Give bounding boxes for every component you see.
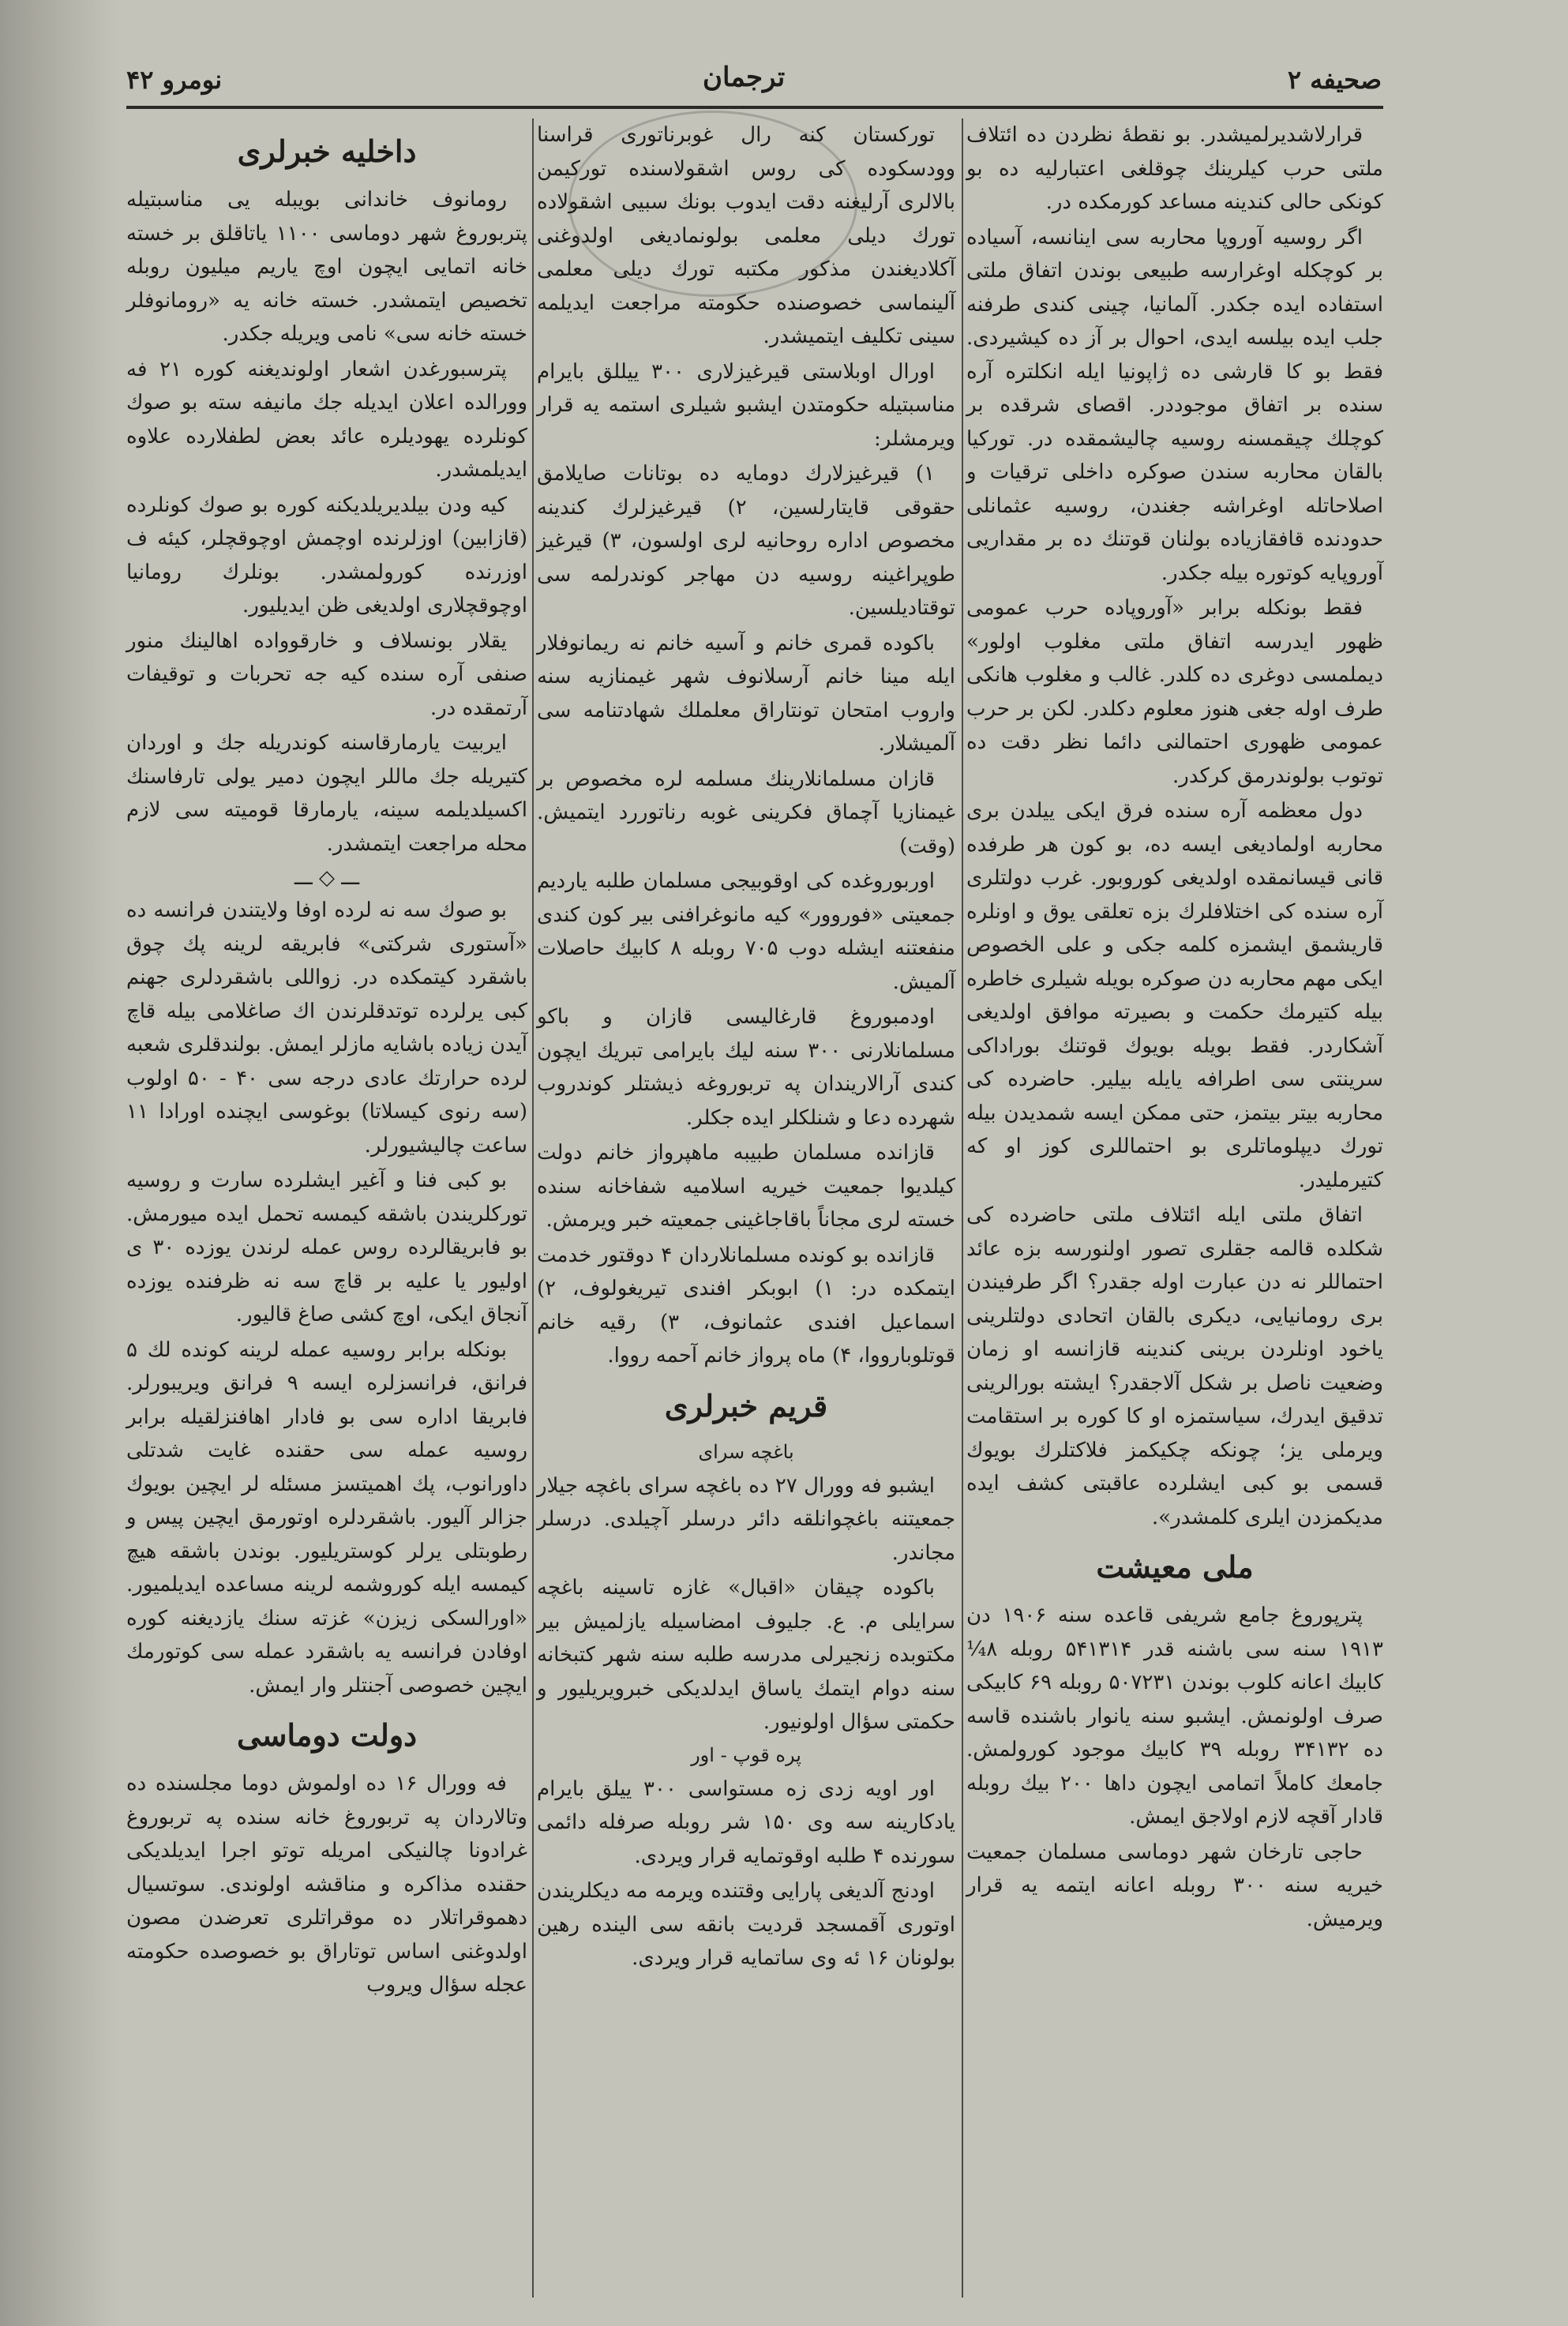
newspaper-title: ترجمان bbox=[703, 62, 786, 93]
column-middle bbox=[537, 118, 955, 2298]
dateline: پره قوپ - اور bbox=[691, 1743, 801, 1766]
news-item: اودنج آلدیغی پارایی وقتنده ویرمه مه دیکلریندن اوتوری آقمسجد قردیت بانقه سی الینده رهین بولونان ۱۶ ئه وی ساتمایه قرار ویردی. bbox=[537, 1879, 955, 1970]
news-item: بو صوك سه نه لرده اوفا ولایتندن فرانسه ده «آستوری شرکتی» فابریقه لرینه پك چوق باشقرد کیتمکده در. زواللی باشقردلری جهنم کبی یرلرده توتدقلرندن اك صاغلامی بیله قاچ آیدن زیاده باشایه مازلر ایمش. بولندقلری شعبه لرده حرارتك عادی درجه سی ۴۰ - ۵۰ اولوب (سه رنوی کیسلاتا) بوغوسی ایچنده اورادا ۱۱ ساعت چالیشیورلر. bbox=[126, 899, 528, 1157]
news-item: بو کبی فنا و آغیر ایشلرده سارت و روسیه تورکلریندن باشقه کیمسه تحمل ایده میورمش. بو فابریقالرده روس عمله لرندن یوزده ۳۰ ی اولیور یا علیه بر قاچ سه نه ظرفنده یوزده آنجاق ایکی، اوچ کشی صاغ قالیور. bbox=[126, 1169, 527, 1326]
article-paragraph: پترپوروغ جامع شریفی قاعده سنه ۱۹۰۶ دن ۱۹۱۳ سنه سی باشنه قدر ۵۴۱۳۱۴ روبله ۸¼ کابیك اعانه کلوب بوندن ۵۰۷۲۳۱ روبله ۶۹ کابیکی صرف اولونمش. ایشبو سنه یانوار باشنده قاسه ده ۳۴۱۳۲ روبله ۳۹ کابیك موجود کورولمش. جامعك کاملاً اتمامی ایچون داها ۲۰۰ بیك روبله قادار آقچه لازم اولاجق ایمش. bbox=[966, 1604, 1383, 1829]
news-item: رومانوف خاندانی بویبله یی مناسبتیله پتربوروغ شهر دوماسی ۱۱۰۰ یاتاقلق بر خسته خانه اتمایی ایچون اوچ یاریم میلیون روبله تخصیص ایتمشدر. خسته خانه یه «رومانوفلر خسته خانه سی» نامی ویریله جکدر. bbox=[126, 188, 527, 346]
news-item: قازانده بو کونده مسلمانلاردان ۴ دوقتور خدمت ایتمکده در: ۱) ابوبکر افندی تیریغولوف، ۲) اسماعیل افندی عثمانوف، ۳) رقیه خانم قوتلوبارووا، ۴) ماه پرواز خانم آحمه رووا. bbox=[537, 1243, 955, 1367]
news-item: باکوده قمری خانم و آسیه خانم نه ریمانوفلار ایله مینا خانم آرسلانوف شهر غیمنازیه سنه واروب امتحان تونتاراق معلملك شهادتنامه سی آلمیشلار. bbox=[537, 631, 955, 756]
section-title-qirim: قریم خبرلری bbox=[664, 1387, 828, 1424]
news-item: اور اویه زدی زه مستواسی ۳۰۰ ییلق بایرام یادکارینه سه وی ۱۵۰ شر روبله صرفله دائمی سورنده ۴ طلبه اوقوتمایه قرار ویردی. bbox=[537, 1776, 955, 1868]
issue-number: نومرو ۴۲ bbox=[126, 65, 223, 95]
news-item: قازانده مسلمان طبیبه ماهپرواز خانم دولت کیلدیوا جمعیت خیریه اسلامیه شفاخانه سنده خسته لری مجاناً باقاجاغینی جمعیته خبر ویرمش. bbox=[537, 1141, 955, 1232]
dateline: باغچه سرای bbox=[698, 1440, 794, 1463]
news-item: فه وورال ۱۶ ده اولموش دوما مجلسنده ده وتالاردان په تربوروغ خانه سنده په تربوروغ غرادونا چالنیکی امریله توتو اجرا ایدیلدیکی حقنده مذاکره و مناقشه اولوندی. سوتسیال دهموقراتلار ده موقراتلری تعرضدن مصون اولدوغنی اساس توتاراق بو خصوصده حکومته عجله سؤال ویروب bbox=[126, 1772, 527, 1997]
news-item: باکوده چیقان «اقبال» غازه تاسینه باغچه سرایلی م. ع. جلیوف امضاسیله یازلمیش بیر مکتوبده زنجیرلی مدرسه طلبه سنه شهر کتبخانه سنه دوام ایتمك یاساق ایدلدیکی خبرویریلیور و حکمتی سؤال اولونیور. bbox=[537, 1576, 955, 1734]
news-item: ۱) قیرغیزلارك دومایه ده بوتانات صایلامق حقوقی قایتارلسین، ۲) قیرغیزلرك کندینه مخصوص اداره روحانیه لری اولسون، ۳) قیرغیز طوپراغینه روسیه دن مهاجر کوندرلمه سی توقتادیلسین. bbox=[537, 462, 956, 620]
scan-edge bbox=[0, 0, 118, 2326]
column-right bbox=[966, 118, 1383, 2298]
header-rule bbox=[126, 106, 1383, 109]
news-item: ایشبو فه وورال ۲۷ ده باغچه سرای باغچه جیلار جمعیتنه باغچوانلقه دائر درسلر آچیلدی. درسلر مجاندر. bbox=[537, 1473, 955, 1565]
article-paragraph: فقط بونکله برابر «آوروپاده حرب عمومی ظهور ایدرسه اتفاق ملتی مغلوب اولور» دیملمسی دوغری ده کلدر. غالب و مغلوب هانکی طرف اوله جغی هنوز معلوم دکلدر. لکن بر حرب عمومی ظهوری احتمالنی دائما نظر دقت ده توتوب بولوندرمق کرکدر. bbox=[966, 596, 1383, 788]
column-left bbox=[126, 118, 527, 2298]
section-title-dawlat-dumasi: دولت دوماسی bbox=[236, 1717, 418, 1753]
column-divider bbox=[532, 118, 534, 2298]
news-item: قازان مسلمانلارینك مسلمه لره مخصوص بر غیمنازیا آچماق فکرینی غوبه رناتوررد ایتمیش. (وقت) bbox=[537, 767, 955, 858]
article-paragraph: حاجی تارخان شهر دوماسی مسلمان جمعیت خیریه سنه ۳۰۰ روبله اعانه ایتمه یه قرار ویرمیش. bbox=[966, 1840, 1383, 1931]
ornament-divider: ـــ ◇ ـــ bbox=[294, 866, 360, 890]
news-item: بونکله برابر روسیه عمله لرینه کونده لك ۵ فرانق، فرانسزلره ایسه ۹ فرانق ویریبورلر. فابریقا اداره سی بو فادار اهافنزلقیله برابر روسیه عمله سی حقنده غایت شدتلی داورانوب، پك اهمیتسز مسئله لر ایچین بویوك جزالر آلیور. باشقردلره اوتورمق ایچین پیس و رطوبتلی یرلر کوستریلیور. بوندن باشقه هیچ کیمسه ایله کوروشمه لرینه مساعده ایدیلمیور. «اورالسکی زیزن» غزته سنك یازدیغنه کوره اوفادن فرانسه یه باشقرد عمله سی کوتورمك ایچین خصوصی آجنتلر وار ایمش. bbox=[126, 1337, 527, 1698]
article-paragraph: اتفاق ملتی ایله ائتلاف ملتی حاضرده کی شکلده قالمه جقلری تصور اولنورسه بزه عائد احتماللر نه دن عبارت اوله جقدر؟ اگر طرفیندن بری رومانیایی، دیکری بالقان اتحادی دولتلرینی یاخود اونلردن برینی کندینه قازانسه او زمان وضعیت ناصل بر شکل آلاجقدر؟ ایشته بورالرینی تدقیق ایدرك، سیاستمزه او کا کوره بر استقامت ویرملی یز؛ چونکه چکیکمز فلاکتلرك بویوك قسمی بو کبی ایشلرده عاقبتی کشف ایده مدیکمزدن ایلری کلمشدر». bbox=[966, 1203, 1383, 1529]
news-item: تورکستان کنه رال غوبرناتوری قراسنا وودسکوده کی روس اشقولاسنده تورکیمن بالالری آرلیغنه دقت ایدوب بونك سبیی اشقولاده تورك دیلی معلمی بولونمادیغی اولدوغنی آکلادیغندن مذکور مکتبه تورك دیلی معلمی آلینماسی خصوصنده حکومته مراجعت ایدیلمه سینی تکلیف ایتمیشدر. bbox=[537, 123, 955, 348]
news-item: یقلار بونسلاف و خارقوواده اهالینك منور صنفی آره سنده کیه جه تحربات و توقیفات آرتمقده در. bbox=[126, 628, 527, 720]
news-item: کیه ودن بیلدیریلدیکنه کوره بو صوك کونلرده (قازابین) اوزلرنده اوچمش اوچوقچلر، کیئه ف اوزرنده کورولمشدر. بونلرك رومانیا اوچوقچلاری اولدیغی ظن ایدیلیور. bbox=[126, 493, 527, 617]
page-number: صحیفه ۲ bbox=[1287, 65, 1382, 95]
section-title-dakhiliye: داخلیه خبرلری bbox=[237, 133, 417, 169]
article-paragraph: اگر روسیه آوروپا محاربه سی اینانسه، آسیاده بر کوچکله اوغرارسه طبیعی بوندن اتفاق ملتی استفاده ایده جکدر. آلمانیا، چینی کندی طرفنه جلب ایده بیلسه ایدی، احوال بر آز ده کیشیردی. فقط بو کا قارشی ده ژاپونیا ایله انکلتره آره سنده بر اتفاق موجوددر. اقصای شرقده بر کوچلك چیقمسنه روسیه چالیشمقده در. تورکیا بالقان محاربه سندن صوکره داخلی ترقیات و اصلاحاتله اوغراشه جغندن، روسیه عثمانلی حدودنده قافقازیاده بولنان قوتنك ده بر مقداریی آوروپایه کوتوره بیله جکدر. bbox=[966, 225, 1383, 585]
news-item: اودمبوروغ قارغالیسی قازان و باکو مسلمانلارنی ۳۰۰ سنه لیك بایرامی تبریك ایچون کندی آرالاریندان په تربوروغه ذیشتلر کوندروب شهرده دعا و شنلکلر ایده جکلر. bbox=[537, 1005, 955, 1130]
article-paragraph: دول معظمه آره سنده فرق ایکی ییلدن بری محاربه اولمادیغی ایسه ده، بو کون هر طرفده قانی قیسانمقده اولدیغی کوروبور. غرب دولتلری آره سنده کی اختلافلرك بزه تعلقی یوق و اونلره قاریشمق ایشمزه کلمه جکی و علی الخصوص ایکی مهم محاربه دن صوکره بویله شیلری خاطره بیله کتیرمك حکمت و بصیرته موافق اولدیغی آشکاردر. فقط بویله بویوك قوتنك بوراداکی سرینتی سی اطرافه یایله بیلیر. حاضرده کی محاربه بیتر بیتمز، حتی ممکن ایسه شمدیدن بیله تورك دیپلوماتلری بو احتماللری کوز او که کتیرملیدر. bbox=[966, 799, 1383, 1192]
column-divider bbox=[962, 118, 963, 2298]
news-item: پترسبورغدن اشعار اولوندیغنه کوره ۲۱ فه وورالده اعلان ایدیله جك مانیفه سته بو صوك کونلرده یهودیلره عائد بعض لطفلارده علاوه ایدیلمشدر. bbox=[126, 357, 527, 482]
page-header bbox=[126, 62, 1382, 99]
news-item: اورال اوبلاستی قیرغیزلاری ۳۰۰ ییللق بایرام مناسبتیله حکومتدن ایشبو شیلری استمه یه قرار ویرمشلر: bbox=[537, 359, 955, 451]
news-item: اوربوروغده کی اوقوبیجی مسلمان طلبه یاردیم جمعیتی «فوروور» کیه مانوغرافنی بیر کون کندی منفعتنه ایشله دوب ۷۰۵ روبله ۸ کابیك حاصلات آلمیش. bbox=[537, 869, 955, 994]
news-item: ایربیت یارمارقاسنه کوندریله جك و اوردان کتیریله جك ماللر ایچون دمیر یولی تارفاسنك اکسیلدیلمه سینه، یارمارقا قومیته سی لازم محله مراجعت ایتمشدر. bbox=[126, 731, 527, 856]
article-paragraph: قرارلاشدیرلمیشدر. بو نقطهٔ نظردن ده ائتلاف ملتی حرب کیلرینك چوقلغی اعتبارلیه ده بو کونکی حالی کندینه مساعد کورمکده در. bbox=[966, 123, 1383, 214]
section-title-milli: ملی معیشت bbox=[1096, 1549, 1254, 1585]
